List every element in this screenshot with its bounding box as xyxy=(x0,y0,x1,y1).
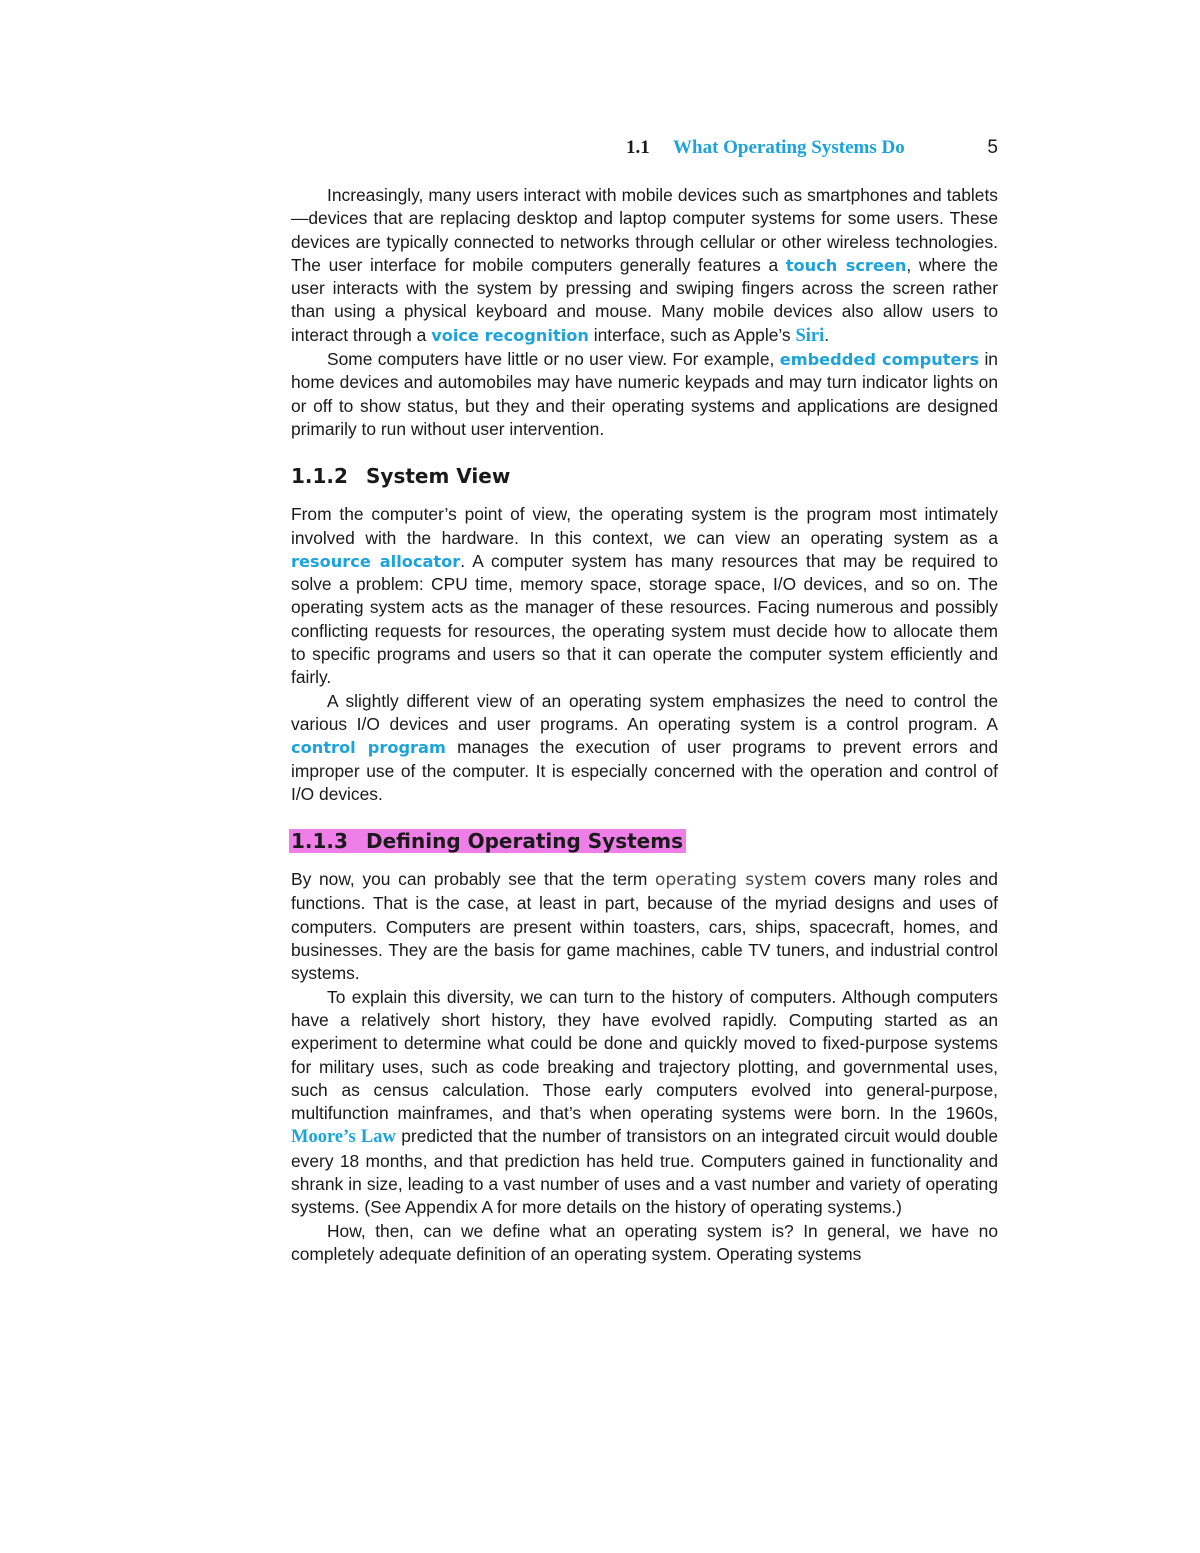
key-term-control-program: control program xyxy=(291,738,446,758)
key-term-voice-recognition: voice recognition xyxy=(431,325,589,345)
text-run: Some computers have little or no user view. For example, xyxy=(327,349,780,370)
section-number: 1.1.3 xyxy=(291,829,348,854)
section-title: System View xyxy=(366,464,511,489)
header-section-number: 1.1 xyxy=(626,137,650,158)
key-term-moores-law: Moore’s Law xyxy=(291,1127,396,1148)
text-run: , where the user interacts with the system by pressing and swiping fingers across the screen rather than using a physical keyboard and mouse. Many mobile devices also allow users to interact through a xyxy=(291,254,998,345)
key-term-resource-allocator: resource allocator xyxy=(291,551,461,571)
text-run: in home devices and automobiles may have numeric keypads and may turn indicator lights on or off to show status, but they and their operating systems and applications are designed primarily to run without user intervention. xyxy=(291,349,998,439)
section-heading-system-view xyxy=(291,463,998,489)
text-run: manages the execution of user programs to prevent errors and improper use of the computer. It is especially concerned with the operation and control of I/O devices. xyxy=(291,737,999,804)
text-run: From the computer’s point of view, the operating system is the program most intimately involved with the hardware. In this context, we can view an operating system as a xyxy=(291,504,998,548)
key-term-embedded-computers: embedded computers xyxy=(779,350,980,370)
paragraph-resource-allocator xyxy=(291,503,998,689)
header-section-title: What Operating Systems Do xyxy=(673,137,905,158)
section-number: 1.1.2 xyxy=(291,464,348,489)
text-run: covers many roles and functions. That is the case, at least in part, because of the myriad designs and uses of computers. Computers are present within toasters, cars, ships, spacecraft, homes, and businesses. They are the basis for game machines, cable TV tuners, and industrial control systems. xyxy=(291,869,998,984)
text-run: . A computer system has many resources that may be required to solve a problem: CPU time, memory space, storage space, I/O devices, and so on. The operating system acts as the manager of these resources. Facing numerous and possibly conflicting requests for resources, the operating system must decide how to allocate them to specific programs and users so that it can operate the computer system efficiently and fairly. xyxy=(291,550,998,688)
text-run: interface, such as Apple’s xyxy=(588,324,796,345)
body-text xyxy=(291,184,998,1266)
page-number: 5 xyxy=(987,137,998,158)
highlighted-heading xyxy=(289,829,686,853)
running-header xyxy=(626,137,998,163)
section-title: Defining Operating Systems xyxy=(366,829,683,854)
paragraph-control-program xyxy=(291,690,998,806)
text-run: How, then, can we define what an operating system is? In general, we have no completely adequate definition of an operating system. Operating systems xyxy=(291,1220,998,1264)
paragraph-definition xyxy=(291,1220,998,1267)
text-run: A slightly different view of an operating system emphasizes the need to control the various I/O devices and user programs. An operating system is a control program. A xyxy=(291,690,998,734)
text-run: By now, you can probably see that the term xyxy=(291,869,656,890)
emphasis-operating-system: operating system xyxy=(655,870,807,891)
section-heading-defining-operating-systems xyxy=(291,828,998,854)
key-term-touch-screen: touch screen xyxy=(785,255,907,275)
paragraph-myriad-designs xyxy=(291,868,998,985)
paragraph-mobile-devices xyxy=(291,184,998,348)
key-term-siri: Siri xyxy=(795,325,825,346)
paragraph-embedded-computers xyxy=(291,348,998,441)
text-run: . xyxy=(824,324,830,345)
text-run: To explain this diversity, we can turn to the history of computers. Although computers have a relatively short history, they have evolved rapidly. Computing started as an experiment to determine what could be done and quickly moved to fixed-purpose systems for military uses, such as code breaking and trajectory plotting, and governmental uses, such as census calculation. Those early computers evolved into general-purpose, multifunction mainframes, and that’s when operating systems were born. In the 1960s, xyxy=(291,986,998,1124)
paragraph-history xyxy=(291,986,998,1220)
text-run: Increasingly, many users interact with mobile devices such as smartphones and tablets—devices that are replacing desktop and laptop computer systems for some users. These devices are typically connected to networks through cellular or other wireless technologies. The user interface for mobile computers generally features a xyxy=(291,185,998,275)
text-run: predicted that the number of transistors on an integrated circuit would double every 18 months, and that prediction has held true. Computers gained in functionality and shrank in size, leading to a vast number of uses and a vast number and variety of operating systems. (See Appendix A for more details on the history of operating systems.) xyxy=(291,1126,998,1218)
